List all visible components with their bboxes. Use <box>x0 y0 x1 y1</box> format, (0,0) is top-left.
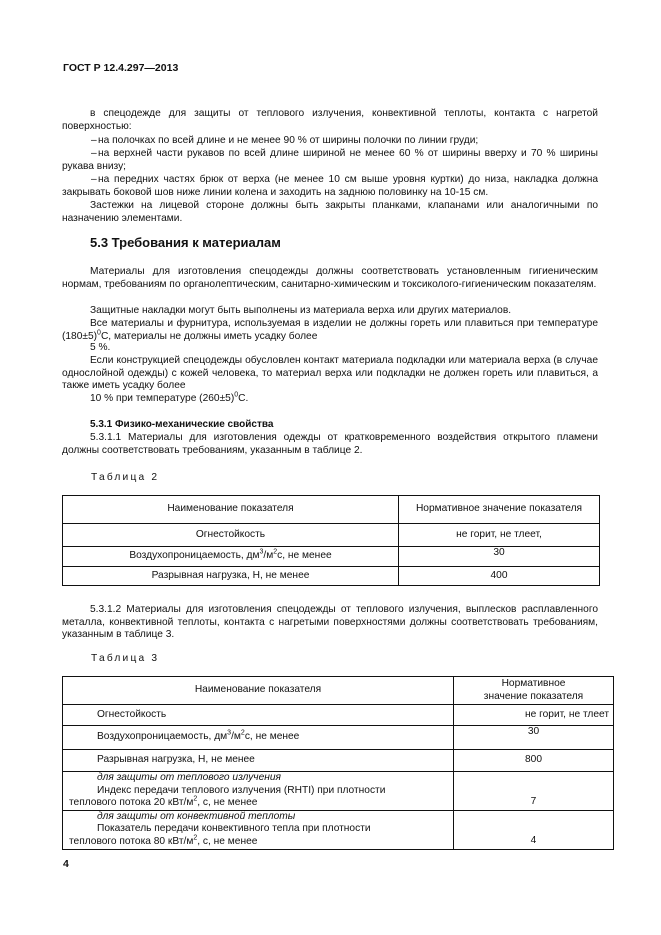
dash-marker: – <box>91 174 97 185</box>
table-cell <box>63 772 454 811</box>
table-cell <box>63 547 399 567</box>
airflow-text-c: с, не менее <box>244 731 300 743</box>
table-cell: Огнестойкость <box>63 524 399 547</box>
dash-marker: – <box>91 135 97 146</box>
table-cell: 7 <box>454 772 614 811</box>
list-item <box>62 174 598 199</box>
row-line: Индекс передачи теплового излучения (RHTI) при плотности <box>97 784 386 796</box>
airflow-text-b: /м <box>231 731 241 743</box>
contact-paragraph: Если конструкцией спецодежды обусловлен контакт материала подкладки или материала верха (в случае однослойной одежды) с кожей человека, то материал верха или подкладки не должен гореть или плавиться, а также иметь усадку более <box>62 355 598 392</box>
airflow-text-b: /м <box>263 550 274 562</box>
table-row <box>63 726 614 750</box>
overlays-paragraph: Защитные накладки могут быть выполнены из материала верха или других материалов. <box>90 305 512 316</box>
table-cell: Разрывная нагрузка, Н, не менее <box>63 567 399 586</box>
requirements-paragraph: 5.3.1.1 Материалы для изготовления одежды от кратковременного воздействия открытого пламени должны соответствовать требованиям, указанным в таблице 2. <box>62 432 598 456</box>
table-row <box>63 547 600 567</box>
row-subheading: для защиты от теплового излучения <box>97 772 281 783</box>
degree-sup: 0 <box>234 391 239 399</box>
table-cell <box>63 810 454 849</box>
table-header-row <box>63 496 600 524</box>
dash-marker: – <box>91 148 97 159</box>
table-3 <box>62 676 614 850</box>
table-header-row <box>63 677 614 705</box>
fasteners-paragraph: Застежки на лицевой стороне должны быть закрыты планками, клапанами или аналогичными по назначению элементами. <box>62 200 598 224</box>
row-line <box>69 836 449 849</box>
section-heading: 5.3 Требования к материалам <box>90 235 281 250</box>
table-cell: 30 <box>399 547 600 567</box>
list-item-text: на верхней части рукавов по всей длине шириной не менее 60 % от ширины вверху и 70 % ширины рукава внизу; <box>62 148 598 172</box>
table-header: Наименование показателя <box>63 496 399 524</box>
page-number: 4 <box>63 858 69 870</box>
table-cell: не горит, не тлеет <box>454 705 614 726</box>
table-row <box>63 772 614 811</box>
table-cell: 800 <box>454 750 614 772</box>
header-line: значение показателя <box>483 690 584 702</box>
table-row <box>63 810 614 849</box>
table-cell: не горит, не тлеет, <box>399 524 600 547</box>
superscript: 3 <box>227 729 232 737</box>
table-label: Таблица 2 <box>91 472 160 483</box>
materials-paragraph: Материалы для изготовления спецодежды должны соответствовать установленным гигиеническим нормам, требованиям по органолептическим, санитарно-химическим и токсиколого-гигиеническим показателям. <box>62 266 598 290</box>
row-line <box>69 797 449 810</box>
temp-text-b: С. <box>238 393 249 404</box>
table-cell: Огнестойкость <box>63 705 454 726</box>
degree-sup: 0 <box>97 329 101 337</box>
subsection-heading: 5.3.1 Физико-механические свойства <box>90 419 274 430</box>
table-cell: 400 <box>399 567 600 586</box>
list-item <box>62 148 598 173</box>
table-header <box>454 677 614 705</box>
row-line-text-a: теплового потока 80 кВт/м <box>69 835 194 847</box>
list-item-text: на передних частях брюк от верха (не менее 10 см выше уровня куртки) до низа, накладка должна закрывать боковой шов ниже линии колена и заходить на заднюю половинку на 10-15 см. <box>62 174 598 198</box>
row-subheading: для защиты от конвективной теплоты <box>97 810 296 822</box>
superscript: 2 <box>240 729 245 737</box>
table-2 <box>62 495 600 586</box>
superscript: 2 <box>273 548 278 556</box>
superscript: 2 <box>193 795 198 803</box>
table-row <box>63 567 600 586</box>
row-line-text-a: теплового потока 20 кВт/м <box>69 797 194 809</box>
document-header: ГОСТ Р 12.4.297—2013 <box>63 62 179 74</box>
superscript: 2 <box>193 834 198 842</box>
superscript: 3 <box>259 548 264 556</box>
row-line: Показатель передачи конвективного тепла при плотности <box>97 823 371 835</box>
airflow-text-a: Воздухопроницаемость, дм <box>129 550 260 562</box>
requirements-paragraph: 5.3.1.2 Материалы для изготовления спецодежды от теплового излучения, выплесков расплавленного металла, конвективной теплоты, контакта с нагретыми поверхностями должны соответствовать требованиям, указанным в таблице 3. <box>62 604 598 641</box>
fire-text-b: С, материалы не должны иметь усадку более <box>100 330 318 342</box>
table-label: Таблица 3 <box>91 653 160 664</box>
list-item <box>62 135 598 148</box>
table-row <box>63 705 614 726</box>
table-cell: Разрывная нагрузка, Н, не менее <box>63 750 454 772</box>
shrink-value: 5 %. <box>90 342 111 353</box>
table-header: Наименование показателя <box>63 677 454 705</box>
table-cell: 30 <box>454 726 614 750</box>
table-row <box>63 524 600 547</box>
airflow-text-a: Воздухопроницаемость, дм <box>97 731 228 743</box>
list-item-text: на полочках по всей длине и не менее 90 % от ширины полочки по линии груди; <box>98 135 479 146</box>
fire-paragraph <box>62 318 598 343</box>
intro-paragraph: в спецодежде для защиты от теплового излучения, конвективной теплоты, контакта с нагретой поверхностью: <box>62 108 598 132</box>
airflow-text-c: с, не менее <box>277 550 332 562</box>
table-header: Нормативное значение показателя <box>399 496 600 524</box>
header-line: Нормативное <box>501 677 566 689</box>
fire-text-a: Все материалы и фурнитура, используемая в изделии не должны гореть или плавиться при температуре (180±5) <box>62 318 598 342</box>
table-cell <box>63 726 454 750</box>
table-cell: 4 <box>454 810 614 849</box>
table-row <box>63 750 614 772</box>
row-line-text-b: , с, не менее <box>197 835 258 847</box>
row-line-text-b: , с, не менее <box>197 797 258 809</box>
temp-text-a: 10 % при температуре (260±5) <box>90 393 235 404</box>
temperature-paragraph <box>62 393 598 406</box>
